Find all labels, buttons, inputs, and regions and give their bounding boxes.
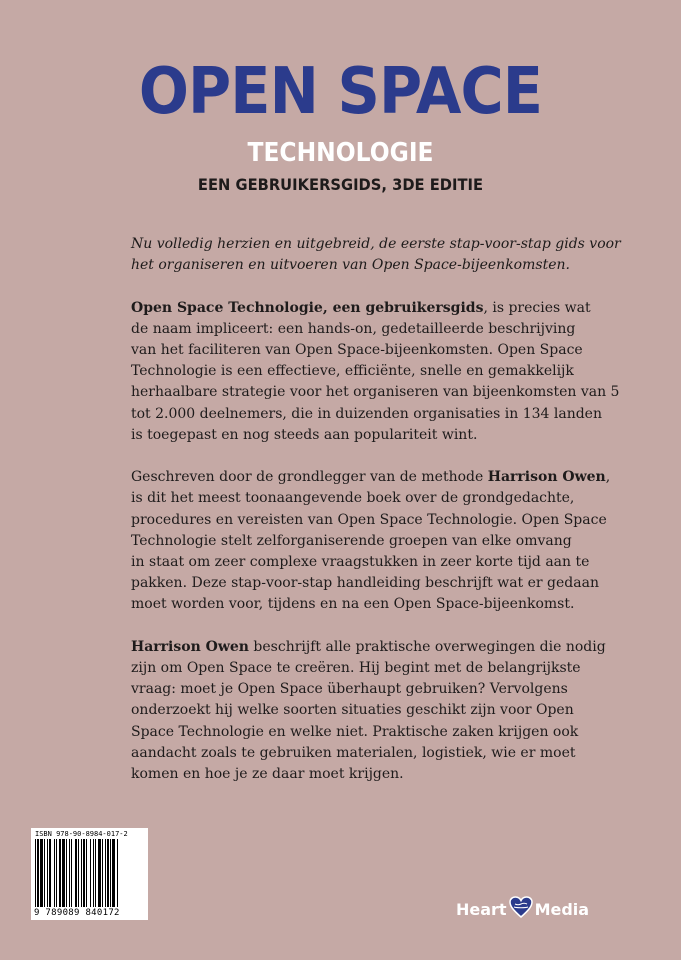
barcode-bar bbox=[110, 839, 111, 907]
barcode-bar bbox=[78, 839, 79, 907]
text-fragment: beschrijft alle praktische overwegingen die nodig bbox=[248, 638, 606, 655]
text-line bbox=[131, 467, 611, 488]
barcode-bar bbox=[93, 839, 94, 907]
publisher-name-right: Media bbox=[534, 899, 590, 919]
publisher-name-left: Heart bbox=[456, 899, 507, 919]
paragraph-3 bbox=[131, 637, 606, 785]
isbn-label: ISBN 978-90-8984-017-2 bbox=[35, 830, 128, 838]
book-title: OPEN SPACE bbox=[138, 55, 543, 129]
heart-icon bbox=[509, 896, 533, 922]
text-line: herhaalbare strategie voor het organiseren van bijeenkomsten van 5 bbox=[131, 384, 620, 401]
text-line: aandacht zoals te gebruiken materialen, logistiek, wie er moet bbox=[131, 744, 576, 761]
barcode-bar bbox=[59, 839, 61, 907]
text-line: is toegepast en nog steeds aan populariteit wint. bbox=[131, 426, 478, 443]
barcode-bar bbox=[44, 839, 45, 907]
text-fragment: , is precies wat bbox=[483, 299, 591, 316]
barcode-bar bbox=[86, 839, 87, 907]
back-cover-text bbox=[131, 234, 621, 785]
barcode-bar bbox=[98, 839, 101, 907]
text-line: is dit het meest toonaangevende boek over de grondgedachte, bbox=[131, 490, 575, 507]
text-line: komen en hoe je ze daar moet krijgen. bbox=[131, 766, 404, 783]
text-line bbox=[131, 637, 606, 658]
barcode-bar bbox=[62, 839, 65, 907]
barcode-bar bbox=[81, 839, 82, 907]
barcode-bar bbox=[90, 839, 91, 907]
paragraph-1 bbox=[131, 298, 620, 446]
text-line: Technologie is een effectieve, efficiënte, snelle en gemakkelijk bbox=[131, 363, 574, 380]
text-line: Nu volledig herzien en uitgebreid, de eerste stap-voor-stap gids voor bbox=[131, 236, 621, 252]
text-line: de naam impliceert: een hands-on, gedetailleerde beschrijving bbox=[131, 320, 576, 337]
barcode-bar bbox=[37, 839, 39, 907]
text-line: het organiseren en uitvoeren van Open Space-bijeenkomsten. bbox=[131, 257, 570, 274]
text-line: zijn om Open Space te creëren. Hij begint met de belangrijkste bbox=[131, 660, 581, 677]
barcode-bar bbox=[47, 839, 48, 907]
text-line: pakken. Deze stap-voor-stap handleiding beschrijft wat er gedaan bbox=[131, 575, 599, 592]
intro-paragraph bbox=[131, 234, 621, 276]
bold-phrase: Harrison Owen bbox=[131, 638, 249, 655]
text-line: procedures en vereisten van Open Space Technologie. Open Space bbox=[131, 511, 607, 528]
barcode-digits: 9 789089 840172 bbox=[34, 908, 120, 918]
barcode-bar bbox=[69, 839, 70, 907]
text-line: vraag: moet je Open Space überhaupt gebruiken? Vervolgens bbox=[131, 681, 568, 698]
text-line: van het faciliteren van Open Space-bijeenkomsten. Open Space bbox=[131, 342, 583, 358]
barcode-bar bbox=[75, 839, 77, 907]
barcode-bar bbox=[56, 839, 57, 907]
barcode-bar bbox=[83, 839, 85, 907]
text-fragment: Geschreven door de grondlegger van de methode bbox=[131, 469, 488, 486]
barcode-bar bbox=[112, 839, 115, 907]
publisher-logo bbox=[456, 896, 589, 922]
barcode-bar bbox=[40, 839, 43, 907]
barcode-bar bbox=[105, 839, 106, 907]
text-line: moet worden voor, tijdens en na een Open Space-bijeenkomst. bbox=[131, 596, 575, 613]
barcode-bar bbox=[54, 839, 55, 907]
barcode-bars bbox=[35, 839, 144, 907]
bold-phrase: Harrison Owen bbox=[487, 469, 606, 486]
barcode-bar bbox=[117, 839, 118, 907]
text-line: tot 2.000 deelnemers, die in duizenden organisaties in 134 landen bbox=[131, 405, 602, 422]
barcode-bar bbox=[35, 839, 36, 907]
text-line bbox=[131, 298, 591, 319]
book-edition: EEN GEBRUIKERSGIDS, 3DE EDITIE bbox=[197, 175, 484, 194]
bold-phrase: Open Space Technologie, een gebruikersgids bbox=[131, 299, 484, 316]
text-fragment: , bbox=[605, 469, 611, 486]
barcode-bar bbox=[102, 839, 103, 907]
barcode-bar bbox=[95, 839, 96, 907]
barcode-bar bbox=[71, 839, 72, 907]
paragraph-2 bbox=[131, 467, 611, 615]
barcode-bar bbox=[66, 839, 67, 907]
text-line: Technologie stelt zelforganiserende groepen van elke omvang bbox=[131, 532, 572, 549]
isbn-barcode bbox=[31, 828, 148, 920]
text-line: in staat om zeer complexe vraagstukken in zeer korte tijd aan te bbox=[131, 554, 590, 571]
text-line: Space Technologie en welke niet. Praktische zaken krijgen ook bbox=[131, 723, 579, 740]
book-subtitle: TECHNOLOGIE bbox=[247, 138, 434, 168]
text-line: onderzoekt hij welke soorten situaties geschikt zijn voor Open bbox=[131, 702, 574, 719]
barcode-bar bbox=[49, 839, 51, 907]
barcode-bar bbox=[107, 839, 109, 907]
